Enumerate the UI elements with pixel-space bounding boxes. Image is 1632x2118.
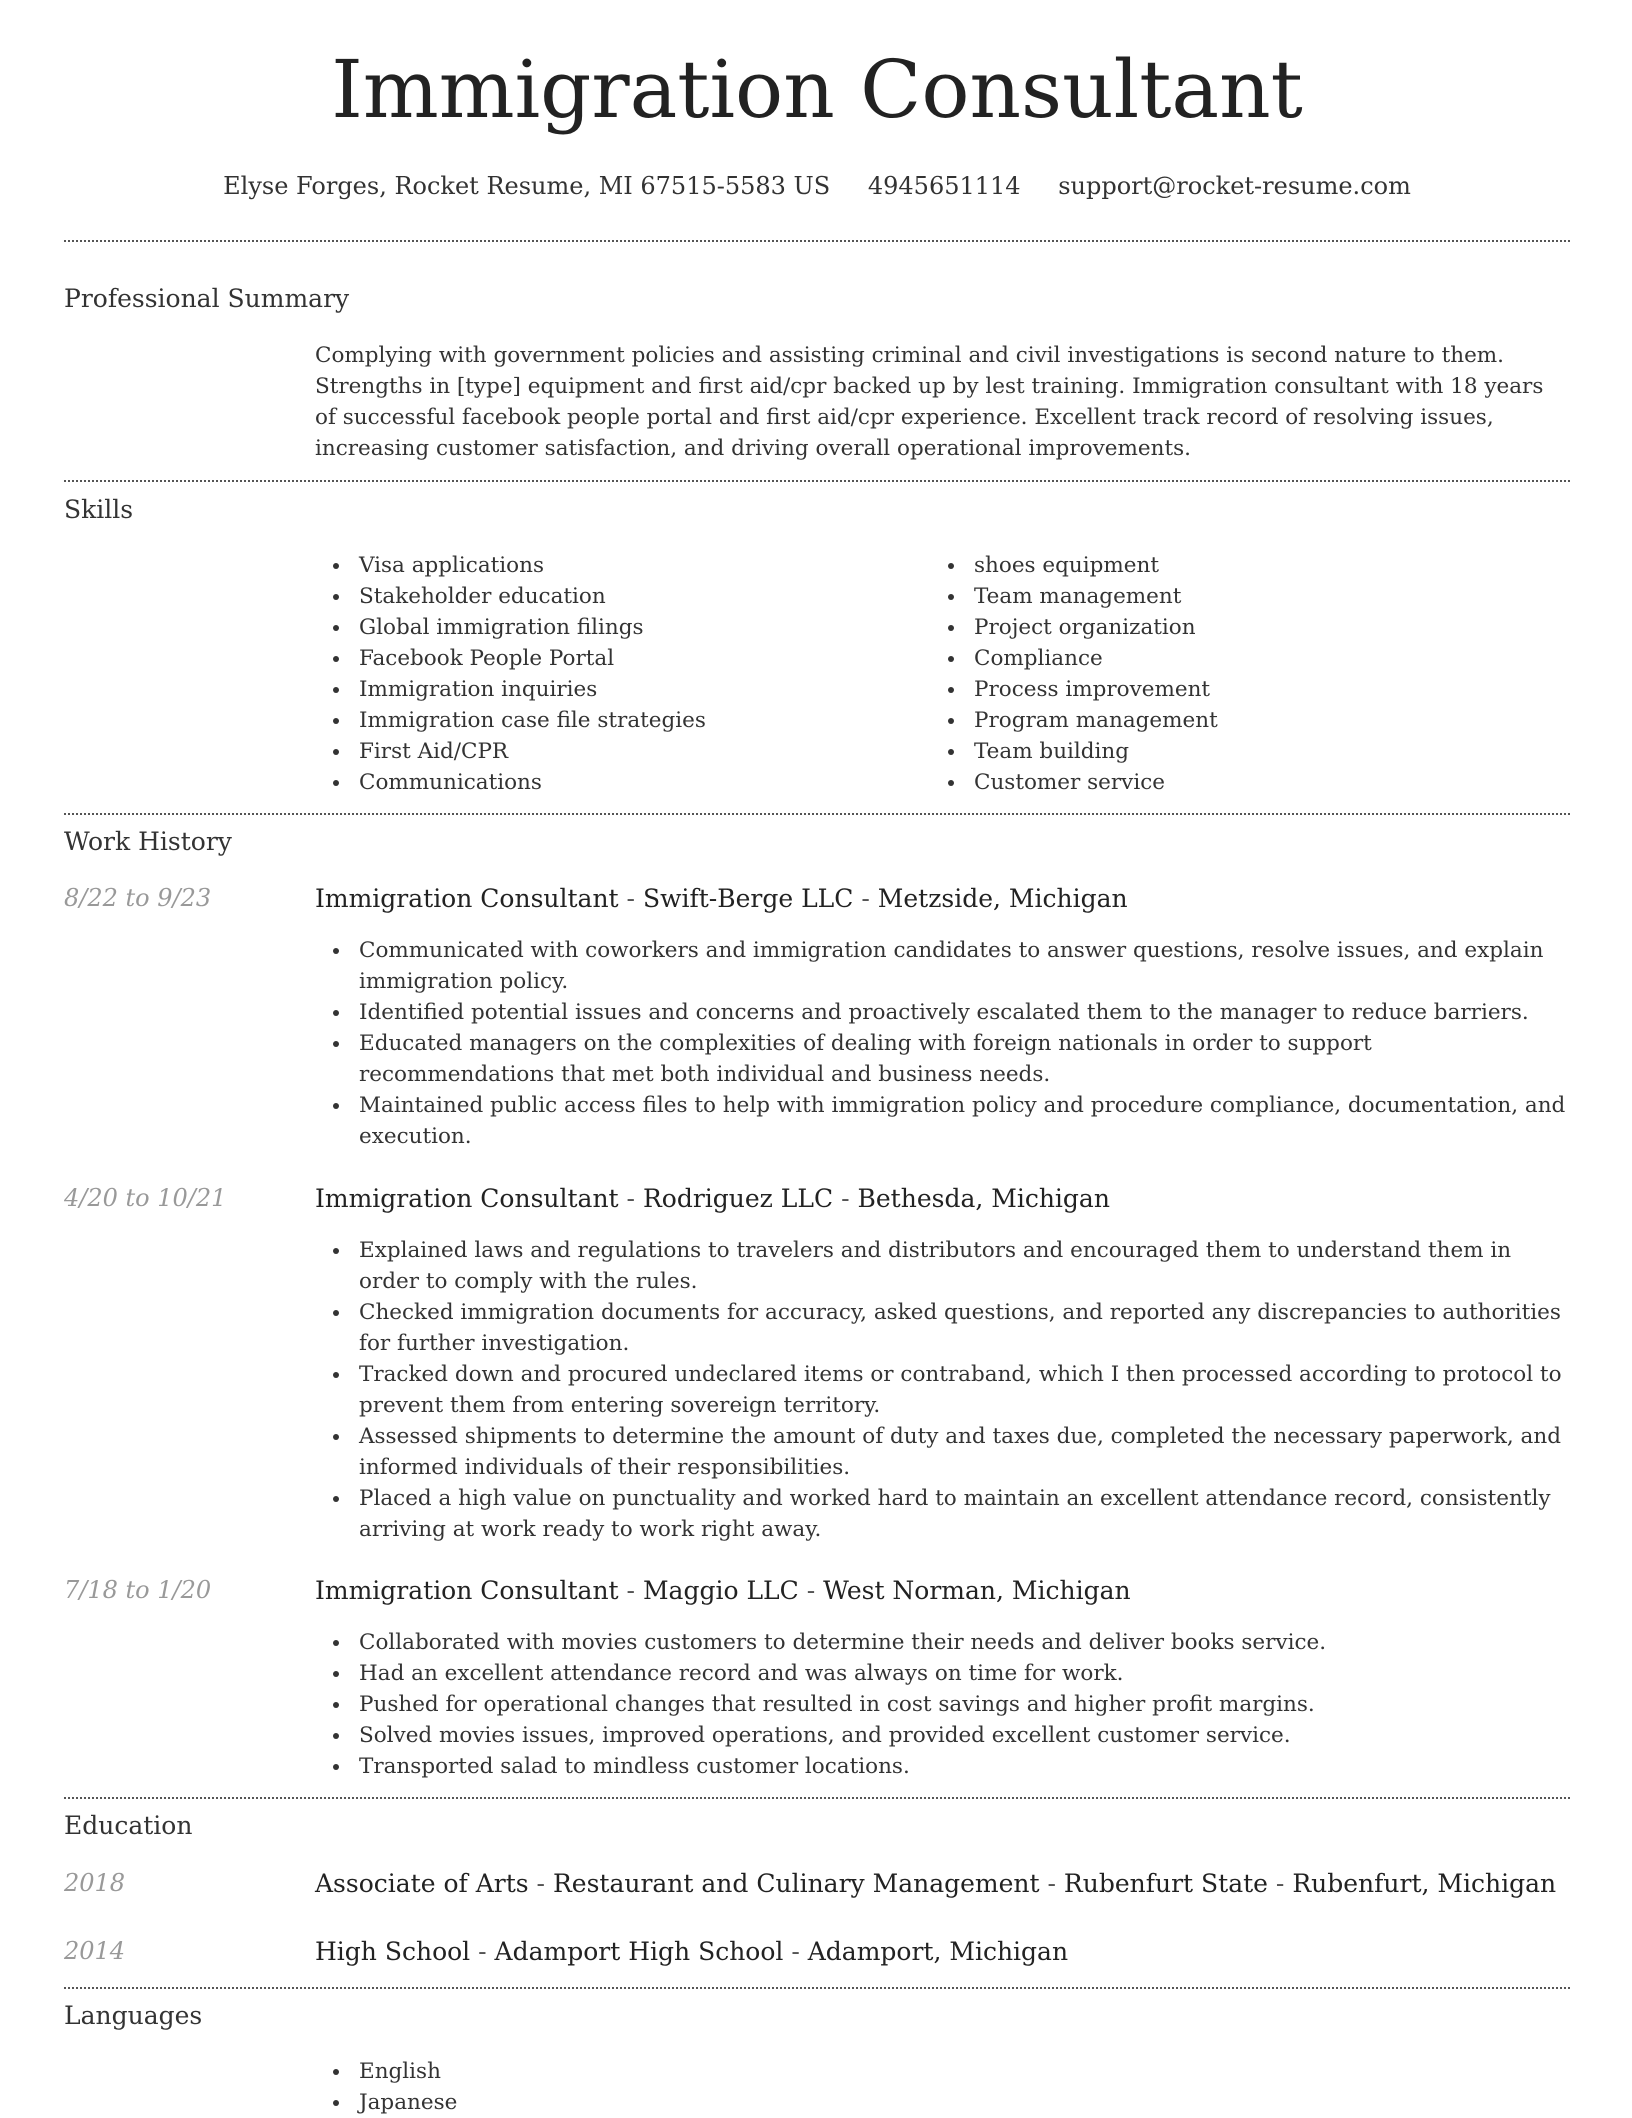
contact-phone: 4945651114: [867, 172, 1021, 200]
job-location: Metzside, Michigan: [877, 884, 1128, 913]
summary-block: [315, 340, 1570, 464]
separator: -: [861, 884, 870, 913]
skill-item: Stakeholder education: [315, 581, 895, 612]
education-year: 2018: [64, 1869, 126, 1897]
job-title: Immigration Consultant: [315, 884, 619, 913]
job-bullet: Had an excellent attendance record and was always on time for work.: [315, 1658, 1570, 1689]
job-title: Immigration Consultant: [315, 1576, 619, 1605]
job-bullet: Assessed shipments to determine the amount of duty and taxes due, completed the necessary paperwork, and informed individuals of their responsibilities.: [315, 1421, 1570, 1483]
job-bullet: Checked immigration documents for accuracy, asked questions, and reported any discrepancies to authorities for further investigation.: [315, 1297, 1570, 1359]
resume-title: Immigration Consultant: [331, 43, 1303, 136]
language-item: Japanese: [315, 2087, 1625, 2118]
contact-email: support@rocket-resume.com: [1058, 172, 1411, 200]
separator: -: [1275, 1869, 1285, 1898]
job-company: Maggio LLC: [642, 1576, 799, 1605]
job-bullets: [315, 1235, 1570, 1545]
divider: [64, 480, 1570, 482]
job-dates: 8/22 to 9/23: [64, 884, 212, 912]
skill-item: Compliance: [930, 643, 1550, 674]
job-bullet: Identified potential issues and concerns and proactively escalated them to the manager to reduce barriers.: [315, 997, 1570, 1028]
job-bullets: [315, 935, 1570, 1152]
job-bullet: Solved movies issues, improved operations, and provided excellent customer service.: [315, 1720, 1570, 1751]
education-heading: [315, 1937, 1570, 1967]
skills-list-right: [930, 550, 1550, 798]
skill-item: Immigration inquiries: [315, 674, 895, 705]
education-year: 2014: [64, 1937, 126, 1965]
education-field: Restaurant and Culinary Management: [552, 1869, 1040, 1898]
job-bullet: Communicated with coworkers and immigration candidates to answer questions, resolve issues, and explain immigration policy.: [315, 935, 1570, 997]
job-bullet: Collaborated with movies customers to determine their needs and deliver books service.: [315, 1627, 1570, 1658]
skill-item: Project organization: [930, 612, 1550, 643]
divider: [64, 240, 1570, 242]
skill-item: Customer service: [930, 767, 1550, 798]
skills-list-left: [315, 550, 895, 798]
job-bullet: Pushed for operational changes that resulted in cost savings and higher profit margins.: [315, 1689, 1570, 1720]
job-dates: 4/20 to 10/21: [64, 1184, 227, 1212]
skill-item: Communications: [315, 767, 895, 798]
skill-item: First Aid/CPR: [315, 736, 895, 767]
languages-list: [315, 2056, 1625, 2118]
job-heading: [315, 884, 1570, 914]
job-bullet: Tracked down and procured undeclared items or contraband, which I then processed according to protocol to prevent them from entering sovereign territory.: [315, 1359, 1570, 1421]
job-bullet: Transported salad to mindless customer locations.: [315, 1751, 1570, 1782]
job-bullet: Maintained public access files to help with immigration policy and procedure compliance, documentation, and execution.: [315, 1090, 1570, 1152]
job-dates: 7/18 to 1/20: [64, 1576, 212, 1604]
job-title: Immigration Consultant: [315, 1184, 619, 1213]
job-heading: [315, 1184, 1570, 1214]
skill-item: Team building: [930, 736, 1550, 767]
summary-text: Complying with government policies and assisting criminal and civil investigations is second nature to them. Strengths in [type] equipment and first aid/cpr backed up by lest training. Immigration consultant with 18 years of successful facebook people portal and first aid/cpr experience. Excellent track record of resolving issues, increasing customer satisfaction, and driving overall operational improvements.: [315, 343, 1544, 461]
separator: -: [536, 1869, 545, 1898]
section-heading-languages: Languages: [64, 2001, 203, 2030]
contact-address: Elyse Forges, Rocket Resume, MI 67515-5583 US: [223, 172, 831, 200]
skill-item: Global immigration filings: [315, 612, 895, 643]
separator: -: [626, 1184, 635, 1213]
skill-item: Process improvement: [930, 674, 1550, 705]
skill-item: Facebook People Portal: [315, 643, 895, 674]
separator: -: [478, 1937, 487, 1966]
separator: -: [1047, 1869, 1056, 1898]
job-heading: [315, 1576, 1570, 1606]
separator: -: [806, 1576, 816, 1605]
separator: -: [626, 1576, 635, 1605]
skill-item: shoes equipment: [930, 550, 1550, 581]
skill-item: Visa applications: [315, 550, 895, 581]
job-bullet: Explained laws and regulations to travelers and distributors and encouraged them to understand them in order to comply with the rules.: [315, 1235, 1570, 1297]
separator: -: [841, 1184, 850, 1213]
education-heading: [315, 1869, 1570, 1899]
contact-line: [64, 172, 1570, 201]
job-location: Bethesda, Michigan: [857, 1184, 1110, 1213]
divider: [64, 813, 1570, 815]
section-heading-work-history: Work History: [64, 827, 232, 856]
skill-item: Team management: [930, 581, 1550, 612]
education-location: Adamport, Michigan: [807, 1937, 1069, 1966]
job-bullet: Educated managers on the complexities of dealing with foreign nationals in order to support recommendations that met both individual and business needs.: [315, 1028, 1570, 1090]
separator: -: [791, 1937, 800, 1966]
resume-page: [64, 0, 1570, 2115]
section-heading-skills: Skills: [64, 495, 134, 524]
job-company: Rodriguez LLC: [642, 1184, 834, 1213]
education-school: Adamport High School: [494, 1937, 784, 1966]
separator: -: [626, 884, 635, 913]
skill-item: Immigration case file strategies: [315, 705, 895, 736]
job-bullets: [315, 1627, 1570, 1782]
education-school: Rubenfurt State: [1063, 1869, 1268, 1898]
section-heading-education: Education: [64, 1811, 193, 1840]
skill-item: Program management: [930, 705, 1550, 736]
job-location: West Norman, Michigan: [823, 1576, 1131, 1605]
education-degree: Associate of Arts: [315, 1869, 529, 1898]
education-degree: High School: [315, 1937, 471, 1966]
language-item: English: [315, 2056, 1625, 2087]
education-location: Rubenfurt, Michigan: [1292, 1869, 1557, 1898]
section-heading-summary: Professional Summary: [64, 284, 350, 313]
divider: [64, 1797, 1570, 1799]
job-bullet: Placed a high value on punctuality and worked hard to maintain an excellent attendance record, consistently arriving at work ready to work right away.: [315, 1483, 1570, 1545]
divider: [64, 1987, 1570, 1989]
job-company: Swift-Berge LLC: [642, 884, 854, 913]
